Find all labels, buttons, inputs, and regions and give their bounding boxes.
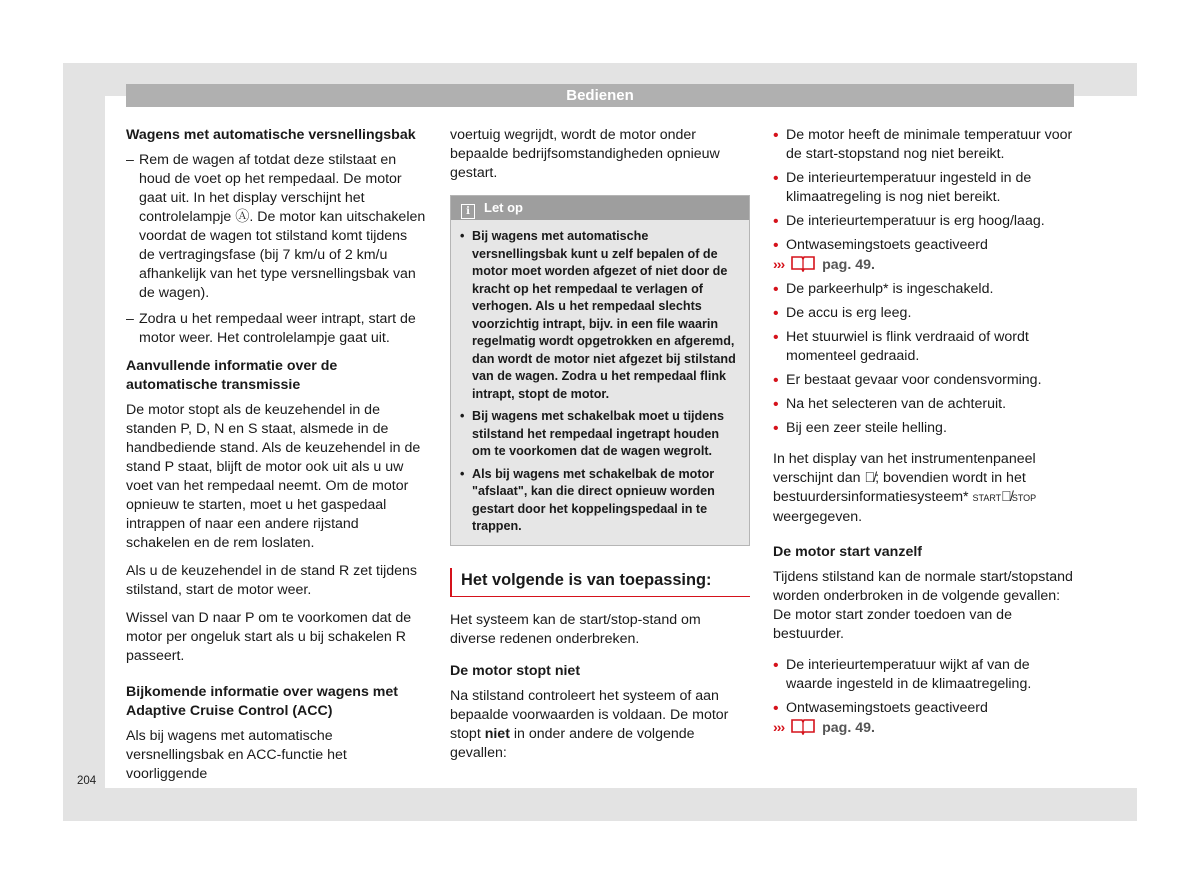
list-item: • De interieurtemperatuur wijkt af van de waarde ingesteld in de klimaatregeling. xyxy=(773,657,1032,692)
stop-label: STOP xyxy=(1011,493,1037,503)
list-item: • De parkeerhulp* is ingeschakeld. xyxy=(773,281,994,298)
paragraph: Als u de keuzehendel in de stand R zet tijdens stilstand, start de motor weer. xyxy=(126,563,418,598)
note-item: • Bij wagens met automatische versnellingsbak kunt u zelf bepalen of de motor moet worden afgezet of niet door de kracht op het rempedaal te verlagen of verhogen. Als u het rempedaal slechts voorzichtig intrapt, bijv. in een file waarin regelmatig wordt opgetrokken en afgeremd, dan wordt de motor niet afgezet bij stilstand van de wagen. Zodra u het rempedaal flink intrapt, stopt de motor. xyxy=(460,229,736,401)
paragraph: voertuig wegrijdt, wordt de motor onder bepaalde bedrijfsomstandigheden opnieuw gestart. xyxy=(450,127,720,181)
paragraph: De motor stopt als de keuzehendel in de standen P, D, N en S staat, alsmede in de handbediende stand. Als de keuzehendel in de stand P staat, blijft de motor ook uit als u uw voet van het rempedaal neemt. Om de motor opnieuw te starten, moet u het gaspedaal intrappen of naar een andere rijstand schakelen en de rem loslaten. xyxy=(126,402,421,551)
paragraph: Tijdens stilstand kan de normale start/stopstand worden onderbroken in de volgende gevallen: De motor start zonder toedoen van de bestuurder. xyxy=(773,569,1073,642)
note-item: • Bij wagens met schakelbak moet u tijdens stilstand het rempedaal ingetrapt houden om te voorkomen dat de wagen wegrolt. xyxy=(460,409,724,458)
heading-motor-start-vanzelf: De motor start vanzelf xyxy=(773,544,923,560)
start-stop-icon: Ⓐ̸ xyxy=(1001,489,1012,505)
paragraph: In het display van het instrumentenpaneel verschijnt dan Ⓐ̸; bovendien wordt in het bestuurdersinformatiesysteem* STARTⒶ̸STOP weergegeven. xyxy=(773,451,1037,525)
note-header: i Let op xyxy=(451,196,749,220)
list-item: • De interieurtemperatuur ingesteld in de klimaatregeling is nog niet bereikt. xyxy=(773,170,1032,205)
heading-transmission: Aanvullende informatie over de automatische transmissie xyxy=(126,358,338,393)
list-item: • Na het selecteren van de achteruit. xyxy=(773,396,1007,413)
column-left xyxy=(126,126,426,793)
heading-acc: Bijkomende informatie over wagens met Adaptive Cruise Control (ACC) xyxy=(126,684,399,719)
page-reference[interactable]: ››› pag. 49. xyxy=(773,720,875,736)
section-title: Het volgende is van toepassing: xyxy=(450,568,750,597)
page-reference[interactable]: ››› pag. 49. xyxy=(773,257,875,273)
reference-arrow-icon: ››› xyxy=(773,257,785,273)
start-label: START xyxy=(972,493,1002,503)
book-icon xyxy=(790,718,816,735)
heading-motor-stopt-niet: De motor stopt niet xyxy=(450,662,581,679)
start-stop-off-icon: Ⓐ̸ xyxy=(864,470,876,486)
page-number: 204 xyxy=(77,775,97,787)
book-icon xyxy=(790,255,816,272)
dash-item: – Rem de wagen af totdat deze stilstaat en houd de voet op het rempedaal. De motor gaat uit. In het display verschijnt het controlelampje Ⓐ. De motor kan uitschakelen voordat de wagen tot stilstand komt tijdens de vertragingsfase (bij 7 km/u of 2 km/u afhankelijk van het type versnellingsbak van de wagen). xyxy=(126,152,426,301)
column-right xyxy=(773,126,1073,743)
list-item: • De accu is erg leeg. xyxy=(773,305,912,322)
heading-automatic: Wagens met automatische versnellingsbak xyxy=(126,127,416,143)
paragraph: Het systeem kan de start/stop-stand om diverse redenen onderbreken. xyxy=(450,611,701,647)
note-body xyxy=(451,220,749,545)
reference-arrow-icon: ››› xyxy=(773,720,785,736)
chapter-header: Bedienen xyxy=(126,84,1074,107)
list-item: • Ontwasemingstoets geactiveerd ››› pag. 49. xyxy=(773,237,988,273)
list-item: • Er bestaat gevaar voor condensvorming. xyxy=(773,372,1042,389)
paragraph: Na stilstand controleert het systeem of aan bepaalde voorwaarden is voldaan. De motor stopt niet in onder andere de volgende gevallen: xyxy=(450,687,729,761)
column-middle xyxy=(450,126,750,772)
dash-item: – Zodra u het rempedaal weer intrapt, start de motor weer. Het controlelampje gaat uit. xyxy=(126,311,416,346)
info-icon: i xyxy=(461,204,475,219)
list-item: • Het stuurwiel is flink verdraaid of wordt momenteel gedraaid. xyxy=(773,329,1029,364)
paragraph: Wissel van D naar P om te voorkomen dat de motor per ongeluk start als u bij schakelen R passeert. xyxy=(126,610,412,664)
list-item: • De motor heeft de minimale temperatuur voor de start-stopstand nog niet bereikt. xyxy=(773,127,1073,162)
note-item: • Als bij wagens met schakelbak de motor "afslaat", kan die direct opnieuw worden gestart door het koppelingspedaal in te trappen. xyxy=(460,466,715,533)
list-item: • De interieurtemperatuur is erg hoog/laag. xyxy=(773,213,1045,230)
paragraph: Als bij wagens met automatische versnellingsbak en ACC-functie het voorliggende xyxy=(126,728,347,782)
list-item: • Ontwasemingstoets geactiveerd ››› pag. 49. xyxy=(773,700,988,736)
list-item: • Bij een zeer steile helling. xyxy=(773,420,947,437)
caution-note xyxy=(450,195,750,546)
